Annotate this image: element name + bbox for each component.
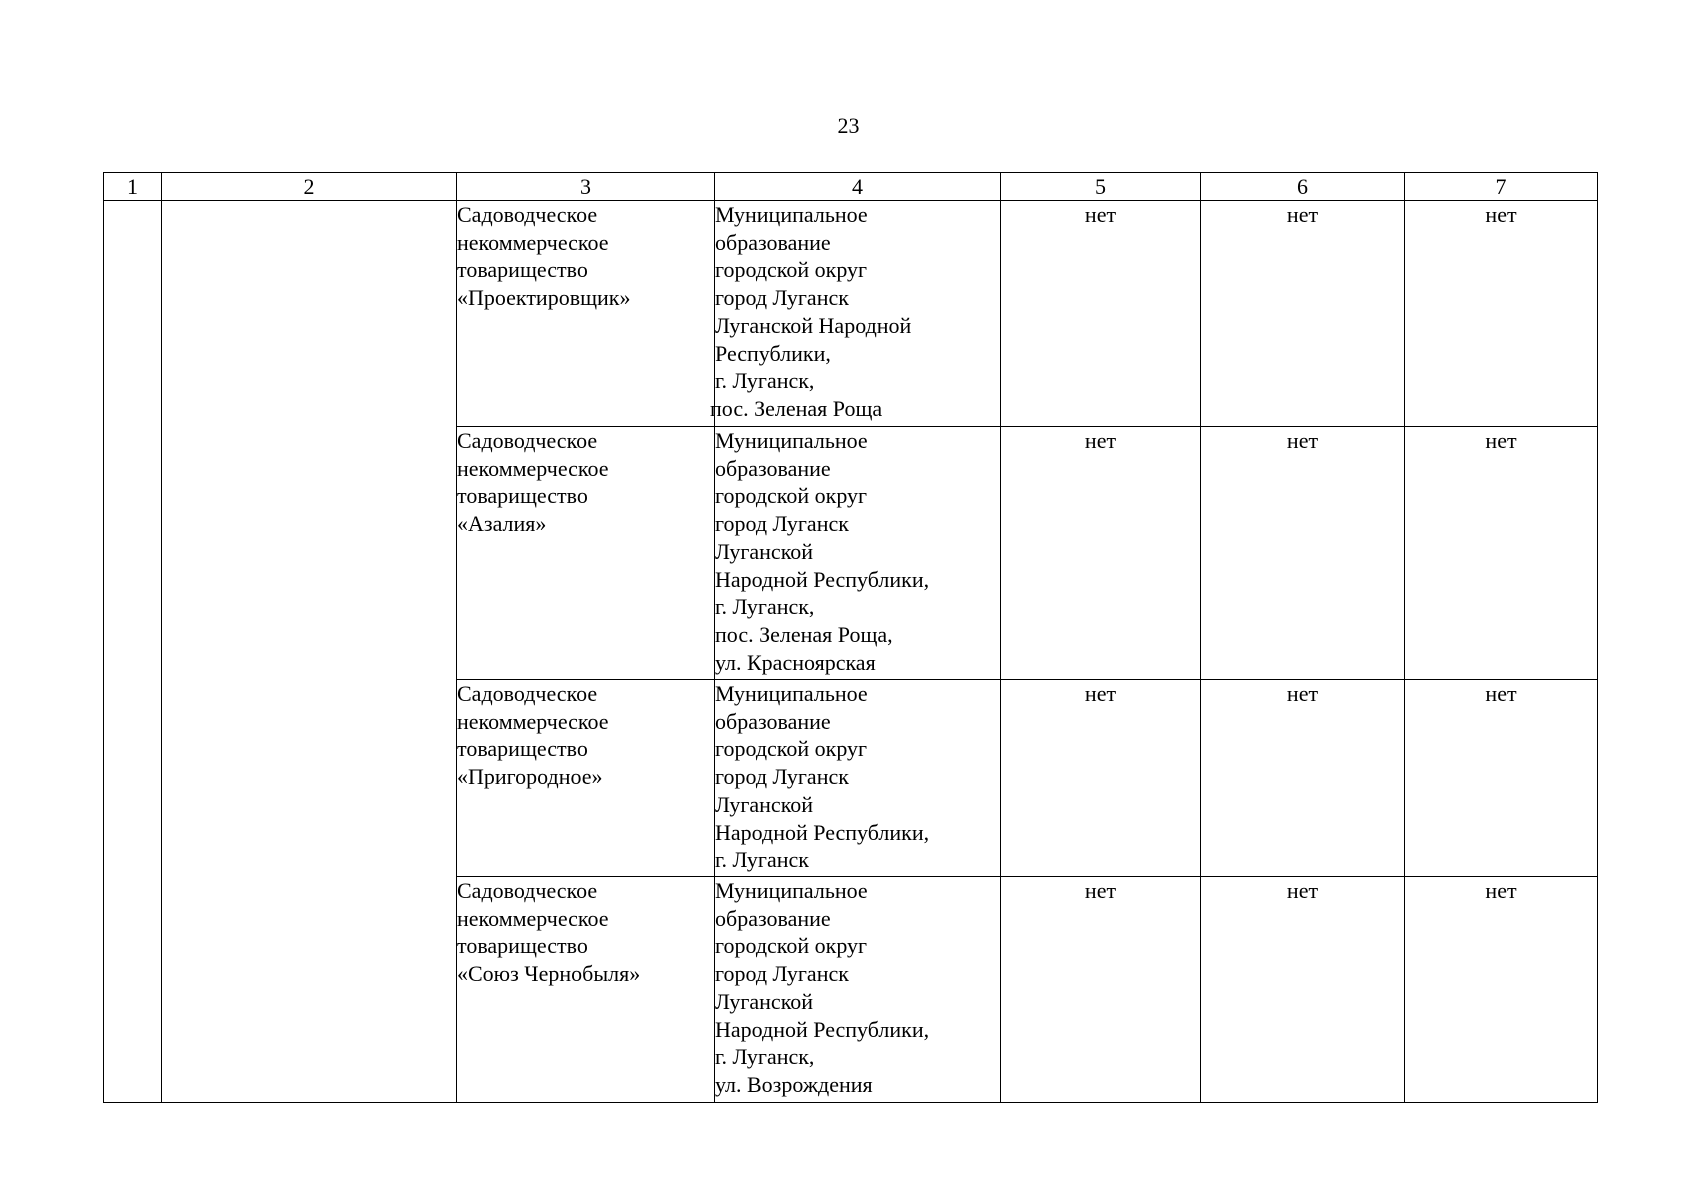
organization-line: «Азалия» — [457, 511, 547, 537]
address-line: город Луганск — [715, 511, 849, 537]
organization-line: товарищество — [457, 933, 588, 959]
address-line: г. Луганск, — [715, 1044, 815, 1070]
organization-line: товарищество — [457, 257, 588, 283]
address-line: город Луганск — [715, 285, 849, 311]
empty-cell-col1 — [104, 201, 162, 1103]
address-cell — [715, 680, 1001, 877]
organization-cell — [457, 427, 715, 680]
col5-cell: нет — [1001, 877, 1201, 1103]
col5-cell: нет — [1001, 427, 1201, 680]
organization-line: Садоводческое — [457, 681, 598, 706]
organization-line: некоммерческое — [457, 708, 609, 734]
organization-line: товарищество — [457, 483, 588, 509]
organization-line: «Проектировщик» — [457, 285, 631, 311]
col6-cell: нет — [1201, 680, 1405, 877]
address-line: образование — [715, 229, 831, 255]
column-header: 2 — [162, 173, 457, 201]
column-header: 4 — [715, 173, 1001, 201]
address-line: Муниципальное — [715, 428, 868, 453]
address-line: г. Луганск, — [715, 368, 815, 394]
col5-cell: нет — [1001, 201, 1201, 427]
address-line: Народной Республики, — [715, 566, 930, 592]
address-line: г. Луганск — [715, 847, 809, 873]
address-line: Луганской — [715, 791, 814, 817]
organization-cell — [457, 201, 715, 427]
address-line: городской округ — [715, 483, 868, 509]
col7-cell: нет — [1405, 427, 1598, 680]
column-header: 5 — [1001, 173, 1201, 201]
address-line: городской округ — [715, 933, 868, 959]
page-number: 23 — [837, 113, 860, 138]
document-table — [103, 172, 1598, 1103]
address-line: Муниципальное — [715, 681, 868, 706]
column-header: 3 — [457, 173, 715, 201]
organization-line: некоммерческое — [457, 905, 609, 931]
col7-cell: нет — [1405, 877, 1598, 1103]
address-line: город Луганск — [715, 961, 849, 987]
col6-cell: нет — [1201, 877, 1405, 1103]
address-line: образование — [715, 455, 831, 481]
column-header: 1 — [104, 173, 162, 201]
address-line: городской округ — [715, 736, 868, 762]
organization-line: «Союз Чернобыля» — [457, 961, 641, 987]
col6-cell: нет — [1201, 201, 1405, 427]
organization-cell — [457, 680, 715, 877]
column-header: 7 — [1405, 173, 1598, 201]
table-header-row — [104, 173, 1598, 201]
organization-cell — [457, 877, 715, 1103]
address-line: Муниципальное — [715, 878, 868, 903]
address-cell — [715, 877, 1001, 1103]
col6-cell: нет — [1201, 427, 1405, 680]
table-row — [104, 201, 1598, 427]
address-line: пос. Зеленая Роща — [710, 395, 883, 421]
address-line: город Луганск — [715, 764, 849, 790]
organization-line: Садоводческое — [457, 202, 598, 227]
organization-line: «Пригородное» — [457, 764, 603, 790]
col7-cell: нет — [1405, 201, 1598, 427]
organization-line: некоммерческое — [457, 229, 609, 255]
address-cell — [715, 427, 1001, 680]
col5-cell: нет — [1001, 680, 1201, 877]
address-line: пос. Зеленая Роща, — [715, 621, 893, 647]
address-line: Народной Республики, — [715, 819, 930, 845]
organization-line: некоммерческое — [457, 455, 609, 481]
address-line: Народной Республики, — [715, 1016, 930, 1042]
empty-cell-col2 — [162, 201, 457, 1103]
col7-cell: нет — [1405, 680, 1598, 877]
address-line: ул. Возрождения — [715, 1071, 873, 1097]
address-line: Муниципальное — [715, 202, 868, 227]
address-line: ул. Красноярская — [715, 649, 876, 675]
address-line: г. Луганск, — [715, 594, 815, 620]
organization-line: Садоводческое — [457, 428, 598, 453]
address-line: Луганской — [715, 988, 814, 1014]
address-line: городской округ — [715, 257, 868, 283]
address-line: образование — [715, 905, 831, 931]
organization-line: Садоводческое — [457, 878, 598, 903]
address-line: образование — [715, 708, 831, 734]
address-line: Луганской — [715, 538, 814, 564]
organization-line: товарищество — [457, 736, 588, 762]
column-header: 6 — [1201, 173, 1405, 201]
address-cell — [710, 201, 1001, 427]
address-line: Республики, — [715, 340, 831, 366]
address-line: Луганской Народной — [715, 312, 912, 338]
